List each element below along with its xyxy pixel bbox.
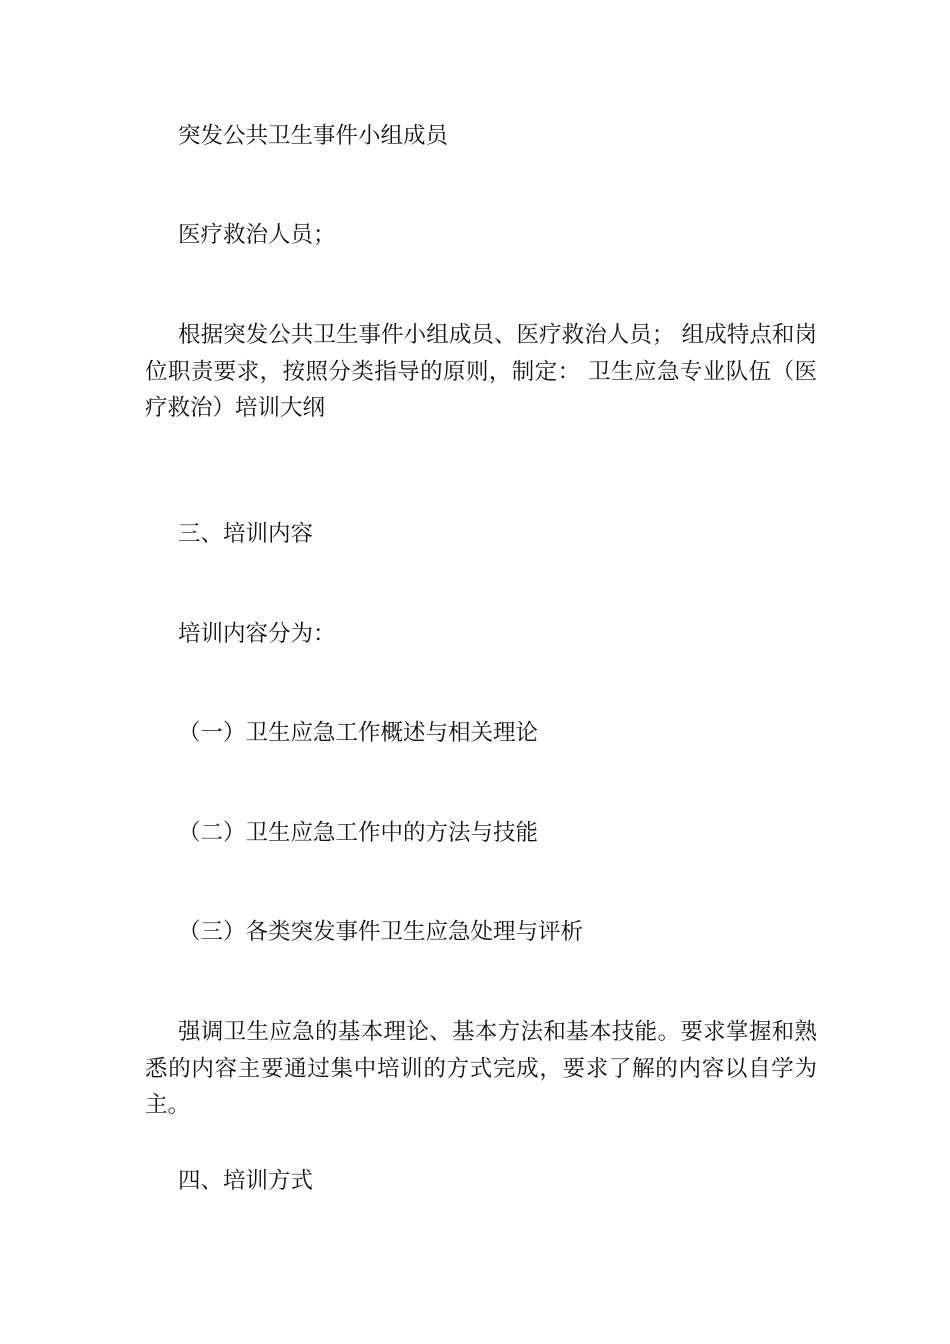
list-item-content-2: （二）卫生应急工作中的方法与技能 — [178, 820, 539, 846]
paragraph-team-members: 突发公共卫生事件小组成员 — [178, 123, 449, 149]
paragraph-content-division: 培训内容分为： — [178, 621, 336, 647]
list-item-content-1: （一）卫生应急工作概述与相关理论 — [178, 720, 539, 746]
paragraph-emphasis: 强调卫生应急的基本理论、基本方法和基本技能。要求掌握和熟悉的内容主要通过集中培训的方式完成，要求了解的内容以自学为主。 — [145, 1019, 817, 1118]
section-heading-training-method: 四、培训方式 — [178, 1168, 314, 1194]
paragraph-training-outline-basis: 根据突发公共卫生事件小组成员、医疗救治人员； 组成特点和岗位职责要求，按照分类指导的原则，制定： 卫生应急专业队伍（医疗救治）培训大纲 — [145, 322, 817, 421]
list-item-content-3: （三）各类突发事件卫生应急处理与评析 — [178, 919, 584, 945]
paragraph-medical-staff: 医疗救治人员； — [178, 222, 336, 248]
section-heading-training-content: 三、培训内容 — [178, 521, 314, 547]
